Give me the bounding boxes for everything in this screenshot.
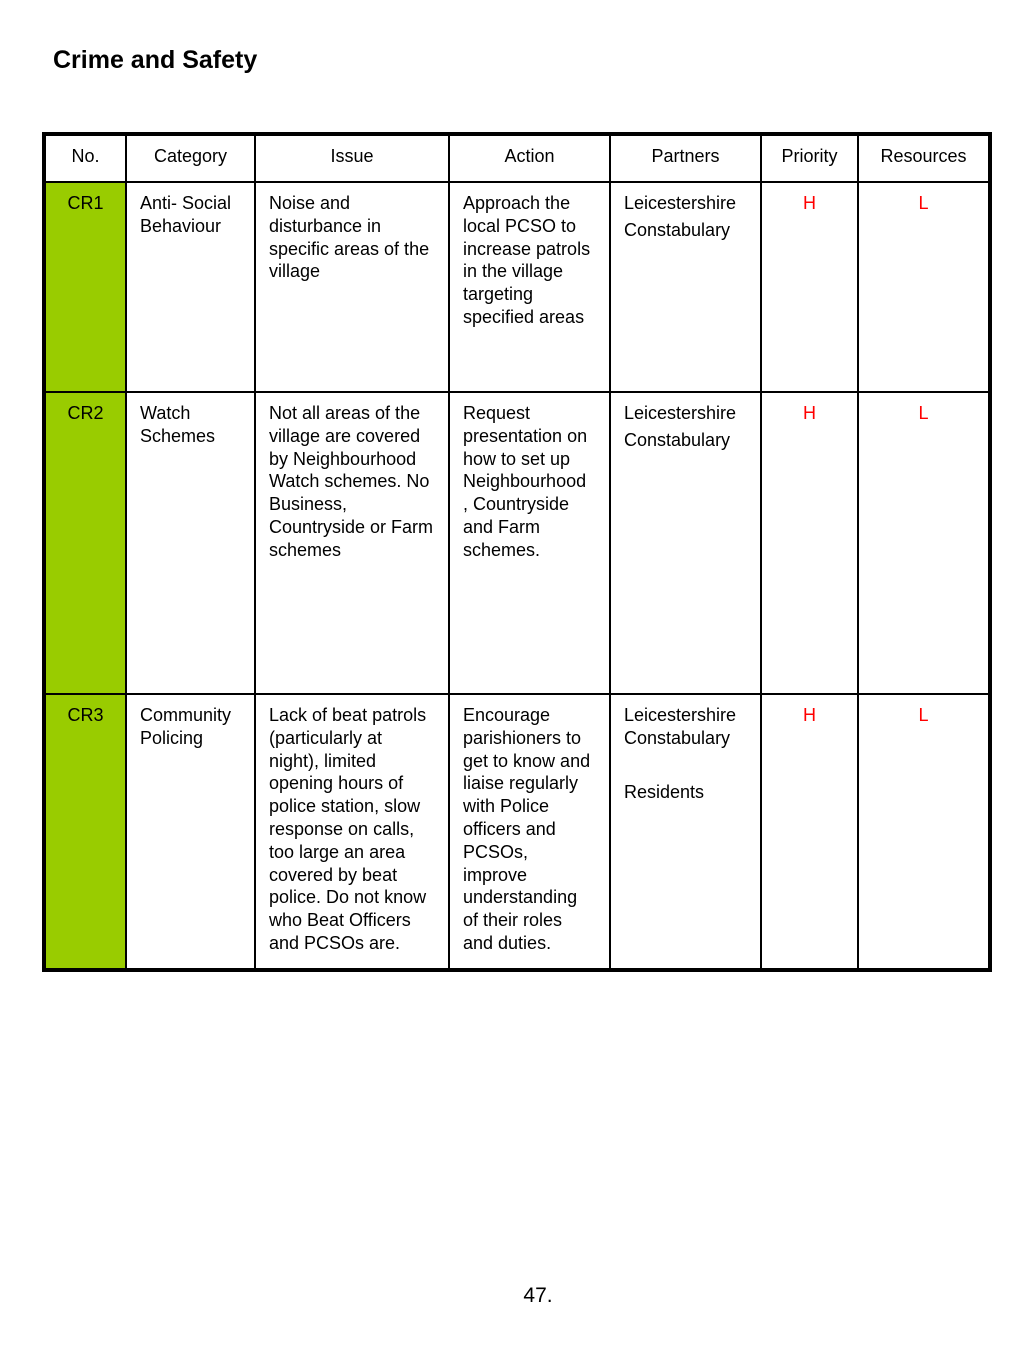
action-plan-table	[42, 132, 992, 972]
table-row	[44, 392, 990, 694]
header-priority: Priority	[761, 134, 858, 182]
issue-cell: Lack of beat patrols (particularly at night), limited opening hours of police station, slow response on calls, too large an area covered by beat police. Do not know who Beat Officers and PCSOs are.	[255, 694, 449, 970]
header-issue: Issue	[255, 134, 449, 182]
header-action: Action	[449, 134, 610, 182]
category-cell: Watch Schemes	[126, 392, 255, 694]
category-cell: Community Policing	[126, 694, 255, 970]
table-row	[44, 182, 990, 392]
table-row	[44, 694, 990, 970]
action-cell: Request presentation on how to set up Neighbourhood , Countryside and Farm schemes.	[449, 392, 610, 694]
action-cell: Encourage parishioners to get to know and liaise regularly with Police officers and PCSOs, improve understanding of their roles and duties.	[449, 694, 610, 970]
resources-cell: L	[858, 182, 990, 392]
header-category: Category	[126, 134, 255, 182]
partner-name: Leicestershire Constabulary	[624, 705, 737, 748]
partners-cell	[610, 182, 761, 392]
issue-cell: Not all areas of the village are covered by Neighbourhood Watch schemes. No Business, Countryside or Farm schemes	[255, 392, 449, 694]
partner-name: Leicestershire	[624, 193, 737, 213]
priority-cell: H	[761, 182, 858, 392]
header-no: No.	[44, 134, 126, 182]
priority-cell: H	[761, 694, 858, 970]
category-cell: Anti- Social Behaviour	[126, 182, 255, 392]
priority-cell: H	[761, 392, 858, 694]
action-cell: Approach the local PCSO to increase patrols in the village targeting specified areas	[449, 182, 610, 392]
table-header-row	[44, 134, 990, 182]
partner-spacer	[624, 750, 747, 781]
partner-name: Residents	[624, 781, 705, 802]
row-number: CR1	[44, 182, 126, 392]
resources-cell: L	[858, 392, 990, 694]
page-title: Crime and Safety	[53, 46, 258, 74]
partner-name: Constabulary	[624, 430, 731, 451]
partners-cell	[610, 694, 761, 970]
issue-cell: Noise and disturbance in specific areas of the village	[255, 182, 449, 392]
row-number: CR3	[44, 694, 126, 970]
partner-name: Constabulary	[624, 220, 731, 241]
row-number: CR2	[44, 392, 126, 694]
partner-name: Leicestershire	[624, 403, 737, 423]
header-resources: Resources	[858, 134, 990, 182]
resources-cell: L	[858, 694, 990, 970]
header-partners: Partners	[610, 134, 761, 182]
partners-cell	[610, 392, 761, 694]
page-number: 47.	[523, 1284, 553, 1307]
